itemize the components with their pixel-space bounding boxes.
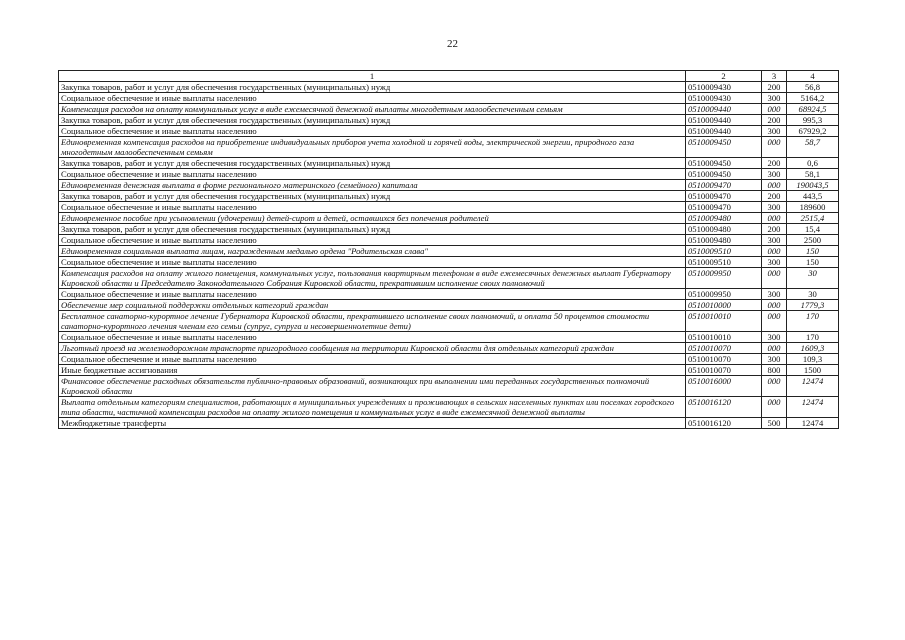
- row-code: 0510010070: [686, 365, 762, 376]
- row-type: 200: [762, 191, 787, 202]
- row-type: 300: [762, 202, 787, 213]
- table-row: [59, 257, 839, 268]
- row-amount: 56,8: [787, 82, 839, 93]
- row-amount: 5164,2: [787, 93, 839, 104]
- row-name: Социальное обеспечение и иные выплаты населению: [59, 289, 686, 300]
- row-code: 0510010000: [686, 300, 762, 311]
- row-name: Компенсация расходов на оплату коммунальных услуг в виде ежемесячной денежной выплаты многодетным малообеспеченным семьям: [59, 104, 686, 115]
- row-name: Социальное обеспечение и иные выплаты населению: [59, 257, 686, 268]
- table-row: [59, 191, 839, 202]
- row-type: 000: [762, 376, 787, 397]
- row-name: Закупка товаров, работ и услуг для обеспечения государственных (муниципальных) нужд: [59, 191, 686, 202]
- row-code: 0510016120: [686, 418, 762, 429]
- row-amount: 58,1: [787, 169, 839, 180]
- row-amount: 109,3: [787, 354, 839, 365]
- page-number: 22: [447, 38, 458, 50]
- table-row: [59, 169, 839, 180]
- row-amount: 58,7: [787, 137, 839, 158]
- row-type: 300: [762, 169, 787, 180]
- row-amount: 150: [787, 246, 839, 257]
- row-amount: 190043,5: [787, 180, 839, 191]
- row-name: Льготный проезд на железнодорожном транспорте пригородного сообщения на территории Кировской области для отдельных категорий граждан: [59, 343, 686, 354]
- row-code: 0510009510: [686, 257, 762, 268]
- row-type: 200: [762, 82, 787, 93]
- row-name: Единовременная социальная выплата лицам, награжденным медалью ордена "Родительская слава": [59, 246, 686, 257]
- table-row: [59, 397, 839, 418]
- row-type: 000: [762, 311, 787, 332]
- table-row: [59, 365, 839, 376]
- header-col-1: 1: [59, 71, 686, 82]
- row-name: Социальное обеспечение и иные выплаты населению: [59, 354, 686, 365]
- header-col-2: 2: [686, 71, 762, 82]
- table-row: [59, 180, 839, 191]
- row-type: 300: [762, 257, 787, 268]
- table-row: [59, 311, 839, 332]
- row-type: 200: [762, 158, 787, 169]
- row-amount: 1779,3: [787, 300, 839, 311]
- row-name: Единовременное пособие при усыновлении (удочерении) детей-сирот и детей, оставшихся без попечения родителей: [59, 213, 686, 224]
- table-header-row: [59, 71, 839, 82]
- row-code: 0510016120: [686, 397, 762, 418]
- row-code: 0510009470: [686, 180, 762, 191]
- row-type: 000: [762, 246, 787, 257]
- row-type: 300: [762, 289, 787, 300]
- row-amount: 2500: [787, 235, 839, 246]
- table-row: [59, 93, 839, 104]
- row-name: Закупка товаров, работ и услуг для обеспечения государственных (муниципальных) нужд: [59, 82, 686, 93]
- table-row: [59, 115, 839, 126]
- row-name: Бесплатное санаторно-курортное лечение Губернатора Кировской области, прекратившего исполнение своих полномочий, и оплата 50 процентов стоимости санаторно-курортного лечения членам его семьи (супруг, супруга и несовершеннолетние дети): [59, 311, 686, 332]
- row-code: 0510009440: [686, 115, 762, 126]
- row-code: 0510009470: [686, 202, 762, 213]
- row-code: 0510009480: [686, 224, 762, 235]
- row-name: Обеспечение мер социальной поддержки отдельных категорий граждан: [59, 300, 686, 311]
- row-type: 000: [762, 397, 787, 418]
- row-type: 000: [762, 268, 787, 289]
- table-row: [59, 300, 839, 311]
- row-name: Закупка товаров, работ и услуг для обеспечения государственных (муниципальных) нужд: [59, 224, 686, 235]
- row-amount: 30: [787, 268, 839, 289]
- row-amount: 2515,4: [787, 213, 839, 224]
- table-row: [59, 332, 839, 343]
- row-type: 300: [762, 332, 787, 343]
- row-type: 300: [762, 93, 787, 104]
- row-amount: 67929,2: [787, 126, 839, 137]
- row-name: Закупка товаров, работ и услуг для обеспечения государственных (муниципальных) нужд: [59, 158, 686, 169]
- row-amount: 30: [787, 289, 839, 300]
- row-name: Социальное обеспечение и иные выплаты населению: [59, 93, 686, 104]
- table-row: [59, 137, 839, 158]
- row-name: Социальное обеспечение и иные выплаты населению: [59, 169, 686, 180]
- row-amount: 15,4: [787, 224, 839, 235]
- row-code: 0510009950: [686, 289, 762, 300]
- row-name: Выплата отдельным категориям специалистов, работающих в муниципальных учреждениях и проживающих в сельских населенных пунктах или поселках городского типа области, частичной компенсации расходов на оплату жилого помещения и коммунальных услуг в виде ежемесячной денежной выплаты: [59, 397, 686, 418]
- row-type: 000: [762, 104, 787, 115]
- table-row: [59, 418, 839, 429]
- row-amount: 443,5: [787, 191, 839, 202]
- row-amount: 12474: [787, 376, 839, 397]
- row-code: 0510009450: [686, 169, 762, 180]
- row-name: Единовременная компенсация расходов на приобретение индивидуальных приборов учета холодной и горячей воды, электрической энергии, природного газа многодетным малообеспеченным семьям: [59, 137, 686, 158]
- row-amount: 170: [787, 311, 839, 332]
- row-amount: 150: [787, 257, 839, 268]
- table-row: [59, 126, 839, 137]
- row-code: 0510010070: [686, 343, 762, 354]
- row-code: 0510009470: [686, 191, 762, 202]
- table-row: [59, 376, 839, 397]
- table-row: [59, 343, 839, 354]
- row-type: 000: [762, 180, 787, 191]
- row-name: Межбюджетные трансферты: [59, 418, 686, 429]
- row-name: Социальное обеспечение и иные выплаты населению: [59, 235, 686, 246]
- table-row: [59, 235, 839, 246]
- row-name: Социальное обеспечение и иные выплаты населению: [59, 202, 686, 213]
- row-type: 000: [762, 300, 787, 311]
- row-type: 000: [762, 137, 787, 158]
- table-row: [59, 82, 839, 93]
- row-name: Компенсация расходов на оплату жилого помещения, коммунальных услуг, пользования квартирным телефоном в виде ежемесячных денежных выплат Губернатору Кировской области и Председателю Законодательного Собрания Кировской области, прекратившим исполнение своих полномочий: [59, 268, 686, 289]
- row-code: 0510010010: [686, 332, 762, 343]
- row-type: 300: [762, 354, 787, 365]
- row-amount: 1609,3: [787, 343, 839, 354]
- row-code: 0510009440: [686, 104, 762, 115]
- row-amount: 12474: [787, 418, 839, 429]
- row-amount: 1500: [787, 365, 839, 376]
- row-type: 000: [762, 343, 787, 354]
- row-code: 0510009950: [686, 268, 762, 289]
- row-code: 0510009510: [686, 246, 762, 257]
- row-type: 200: [762, 115, 787, 126]
- row-type: 800: [762, 365, 787, 376]
- row-type: 000: [762, 213, 787, 224]
- table-row: [59, 268, 839, 289]
- row-code: 0510009480: [686, 235, 762, 246]
- table-row: [59, 224, 839, 235]
- row-code: 0510009430: [686, 93, 762, 104]
- table-row: [59, 213, 839, 224]
- table-row: [59, 354, 839, 365]
- row-name: Социальное обеспечение и иные выплаты населению: [59, 126, 686, 137]
- row-code: 0510016000: [686, 376, 762, 397]
- table-row: [59, 158, 839, 169]
- row-name: Закупка товаров, работ и услуг для обеспечения государственных (муниципальных) нужд: [59, 115, 686, 126]
- row-code: 0510009450: [686, 137, 762, 158]
- table-row: [59, 289, 839, 300]
- table-row: [59, 104, 839, 115]
- table-row: [59, 202, 839, 213]
- table-row: [59, 246, 839, 257]
- row-amount: 189600: [787, 202, 839, 213]
- row-name: Социальное обеспечение и иные выплаты населению: [59, 332, 686, 343]
- row-name: Финансовое обеспечение расходных обязательств публично-правовых образований, возникающих при выполнении ими переданных государственных полномочий Кировской области: [59, 376, 686, 397]
- row-amount: 68924,5: [787, 104, 839, 115]
- header-col-3: 3: [762, 71, 787, 82]
- row-code: 0510009440: [686, 126, 762, 137]
- row-amount: 995,3: [787, 115, 839, 126]
- row-name: Иные бюджетные ассигнования: [59, 365, 686, 376]
- row-type: 200: [762, 224, 787, 235]
- row-name: Единовременная денежная выплата в форме регионального материнского (семейного) капитала: [59, 180, 686, 191]
- row-type: 300: [762, 126, 787, 137]
- row-amount: 170: [787, 332, 839, 343]
- row-type: 500: [762, 418, 787, 429]
- row-amount: 0,6: [787, 158, 839, 169]
- row-code: 0510009480: [686, 213, 762, 224]
- row-code: 0510009430: [686, 82, 762, 93]
- row-code: 0510010070: [686, 354, 762, 365]
- row-amount: 12474: [787, 397, 839, 418]
- row-type: 300: [762, 235, 787, 246]
- header-col-4: 4: [787, 71, 839, 82]
- budget-table: [58, 70, 839, 429]
- row-code: 0510009450: [686, 158, 762, 169]
- row-code: 0510010010: [686, 311, 762, 332]
